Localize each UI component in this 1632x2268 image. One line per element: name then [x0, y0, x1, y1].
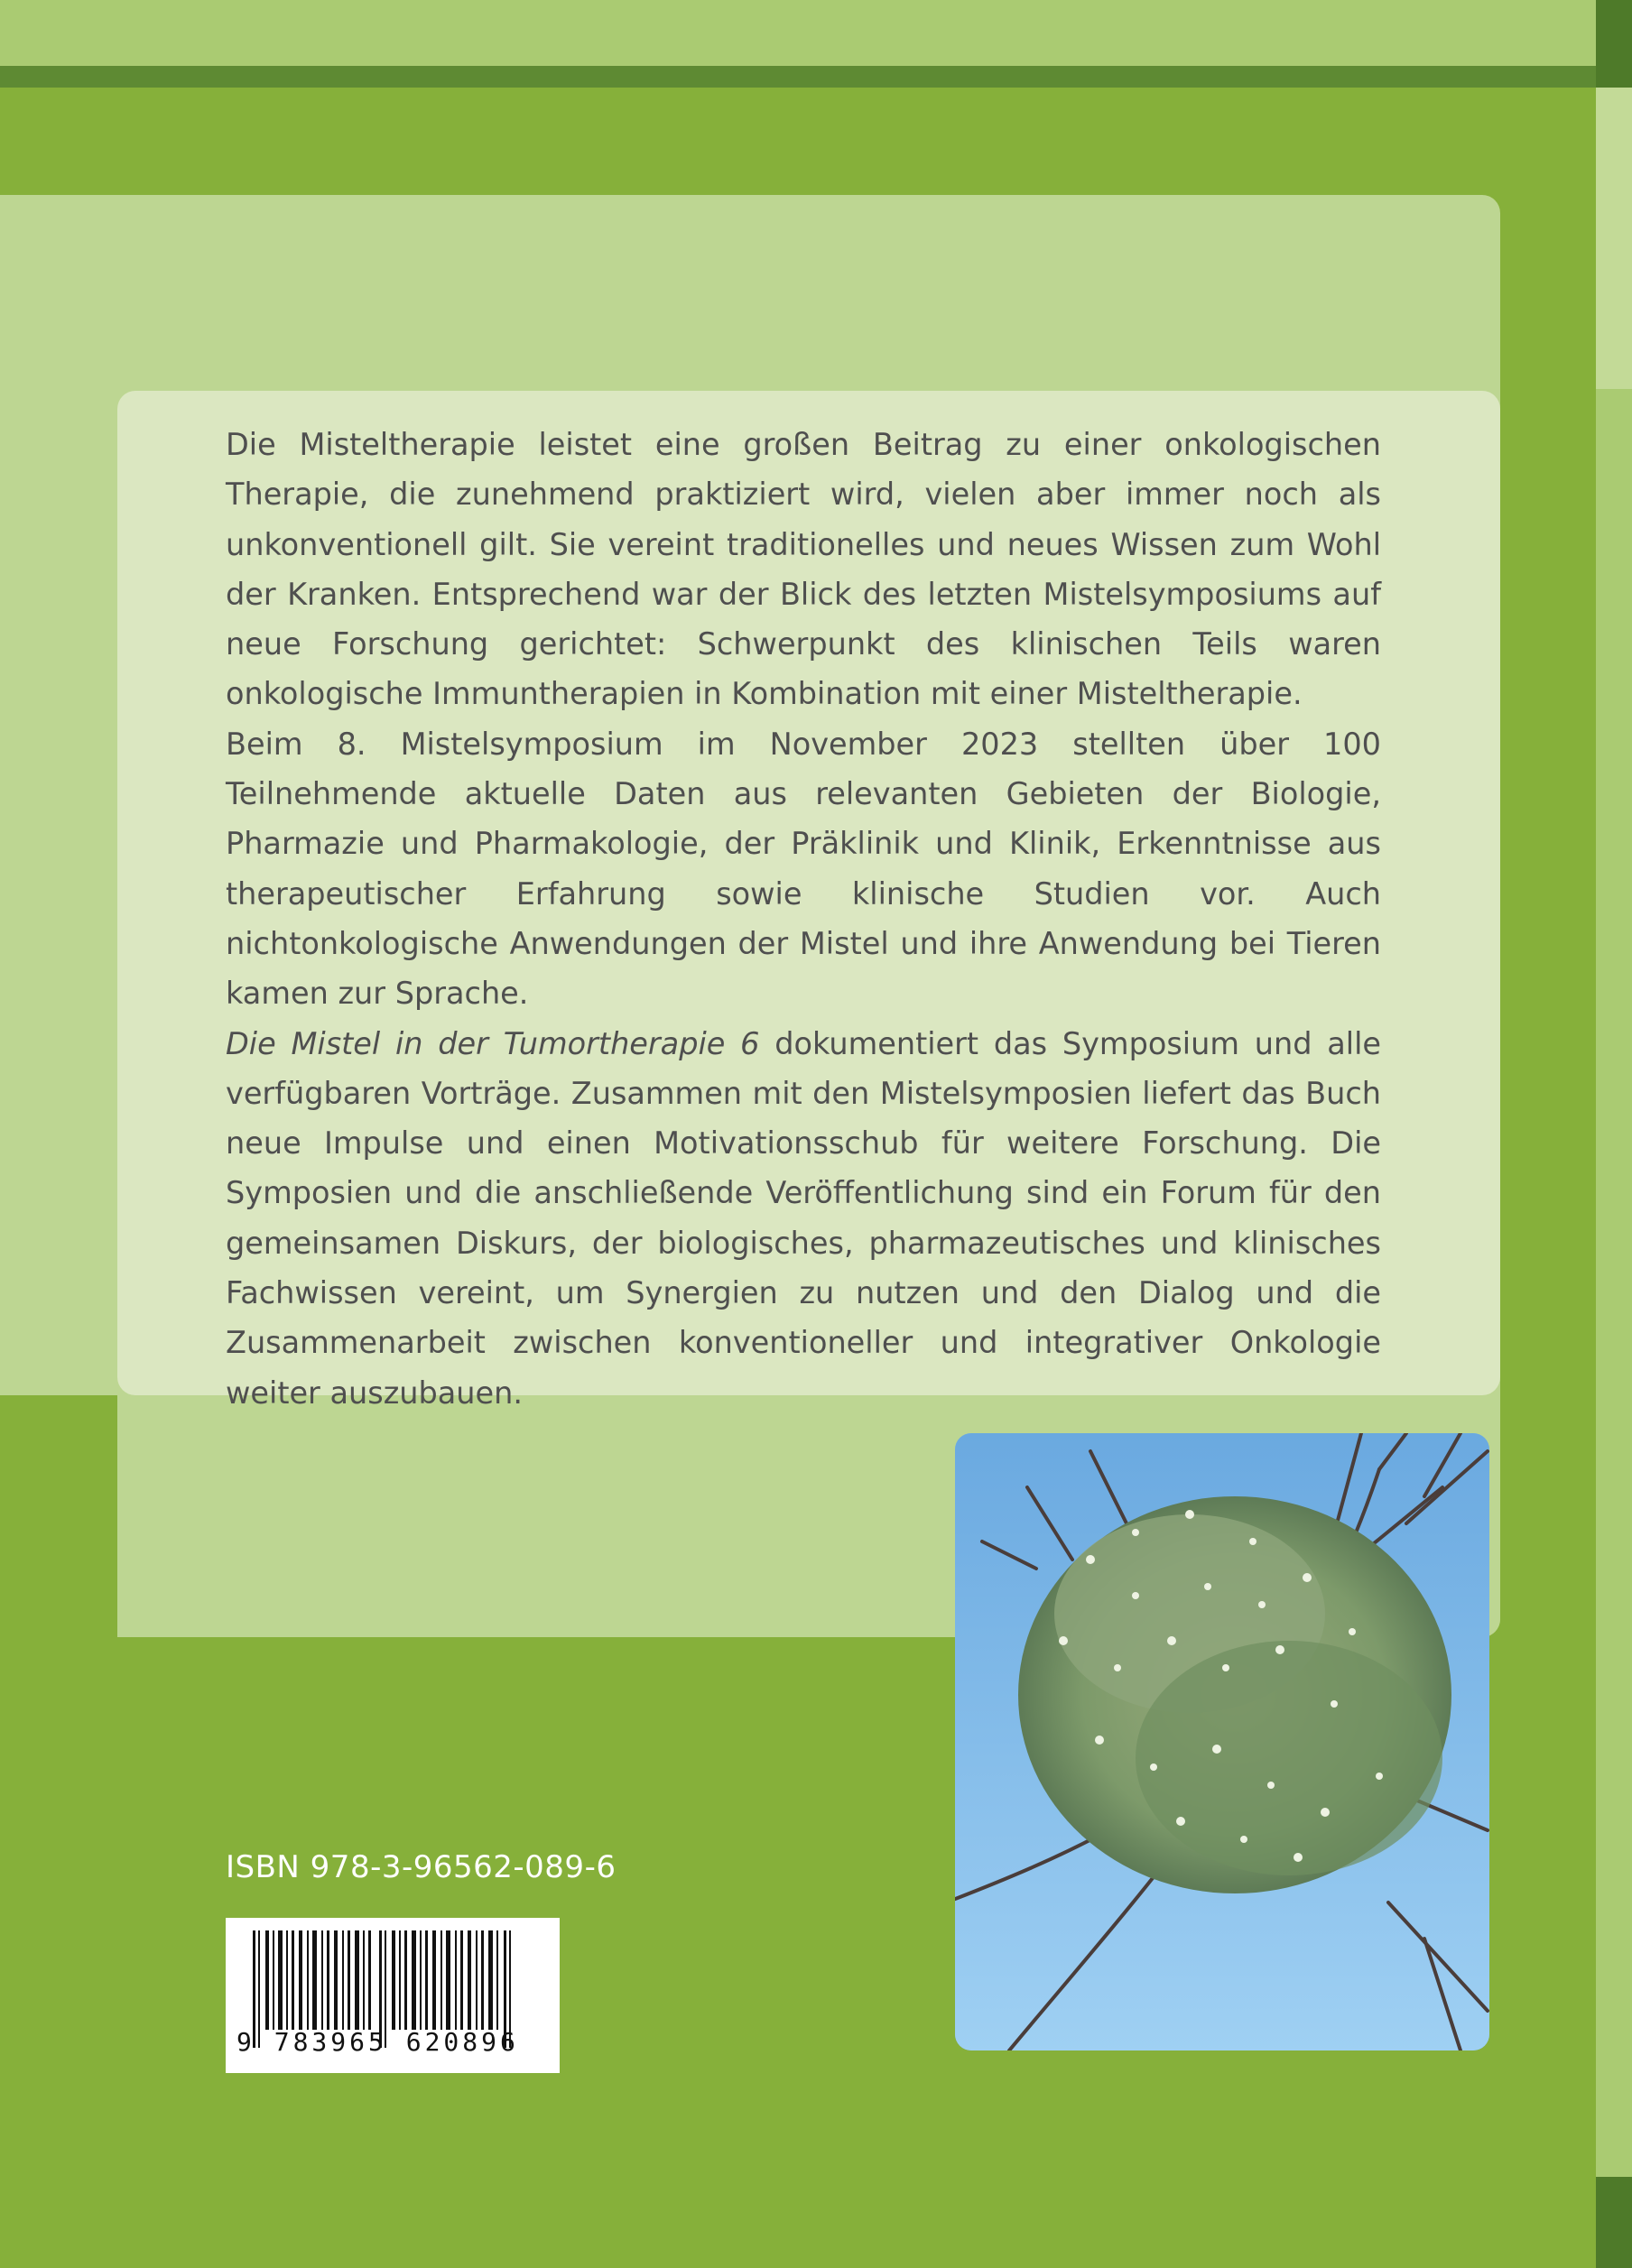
mistletoe-illustration: [955, 1433, 1489, 2050]
spine-strip: [1596, 88, 1632, 2177]
spine-shade: [1596, 88, 1632, 389]
back-cover-blurb: [226, 420, 1381, 1418]
spine-top: [1596, 0, 1632, 88]
blurb-paragraph-3: [226, 1019, 1381, 1418]
blurb-paragraph-3-text: dokumentiert das Symposium und alle verfügbaren Vorträge. Zusammen mit den Mistelsymposien liefert das Buch neue Impulse und einen Motivationsschub für weitere Forschung. Die Symposien und die anschließende Veröffentlichung sind ein Forum für den gemeinsamen Diskurs, der biologisches, pharmazeutisches und klinisches Fachwissen vereint, um Synergien zu nutzen und den Dialog und die Zusammenarbeit zwischen konventioneller und integrativer Onkologie weiter auszubauen.: [226, 1025, 1381, 1411]
spine-bottom: [1596, 2177, 1632, 2268]
barcode-number: 9 783965 620896: [236, 2027, 519, 2057]
mistletoe-photo: [955, 1433, 1489, 2050]
top-band-dark: [0, 66, 1632, 88]
isbn-label: ISBN 978-3-96562-089-6: [226, 1849, 617, 1885]
panel-cutout: [0, 1395, 117, 1639]
top-band-light: [0, 0, 1632, 66]
book-title: Die Mistel in der Tumortherapie 6: [226, 1025, 760, 1061]
blurb-paragraph-1: Die Misteltherapie leistet eine großen Beitrag zu einer onkologischen Therapie, die zunehmend praktiziert wird, vielen aber immer noch als unkonventionell gilt. Sie vereint traditionelles und neues Wissen zum Wohl der Kranken. Entsprechend war der Blick des letzten Mistelsymposiums auf neue Forschung gerichtet: Schwerpunkt des klinischen Teils waren onkologische Immuntherapien in Kombination mit einer Misteltherapie.: [226, 427, 1381, 712]
blurb-paragraph-2: Beim 8. Mistelsymposium im November 2023 stellten über 100 Teilnehmende aktuelle Daten aus relevanten Gebieten der Biologie, Pharmazie und Pharmakologie, der Präklinik und Klinik, Erkenntnisse aus therapeutischer Erfahrung sowie klinische Studien vor. Auch nichtonkologische Anwendungen der Mistel und ihre Anwendung bei Tieren kamen zur Sprache.: [226, 726, 1381, 1012]
